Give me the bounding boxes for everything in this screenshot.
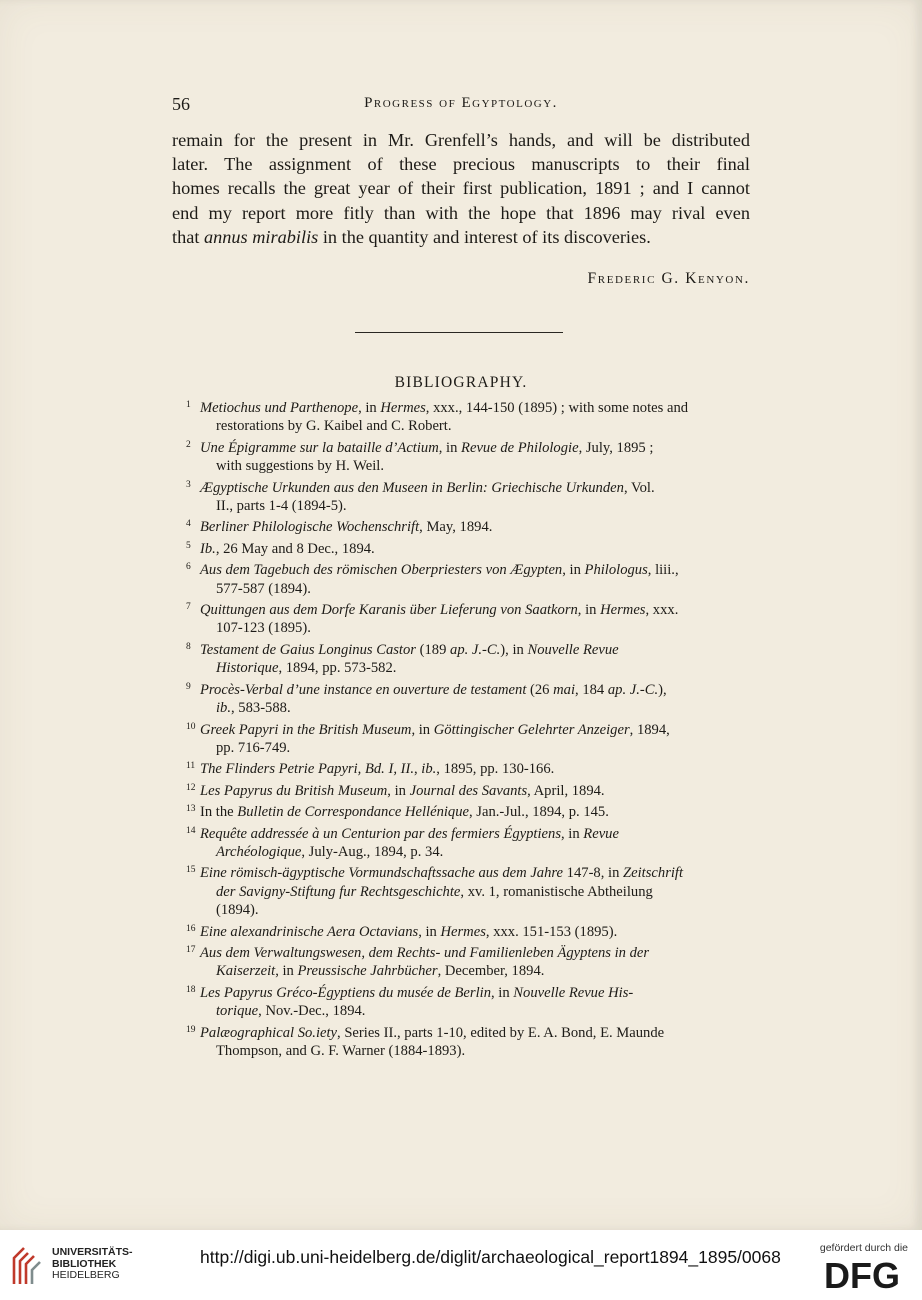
- text-run: 577-587 (1894).: [216, 580, 311, 597]
- entry-first-line: [186, 638, 751, 659]
- footnote-number: 1: [186, 400, 191, 410]
- text-run: , Vol.: [623, 479, 655, 496]
- text-run: , May, 1894.: [419, 519, 493, 536]
- italic-title-run: ap. J.-C.: [450, 641, 501, 658]
- italic-title-run: Archéologique: [216, 843, 302, 860]
- entry-continuation-line: [200, 619, 751, 637]
- entry-first-line: [186, 920, 751, 941]
- bibliography-entry: [186, 678, 751, 718]
- footnote-number: 11: [186, 761, 196, 772]
- italic-title-run: Ib.: [200, 540, 216, 557]
- entry-first-line: [186, 718, 751, 739]
- text-run: , Jan.-Jul., 1894, p. 145.: [469, 804, 609, 821]
- entry-first-line: [186, 515, 751, 536]
- bibliography-entry: [186, 396, 751, 436]
- page-header: [172, 94, 750, 116]
- footnote-number: 19: [186, 1024, 196, 1035]
- entry-first-line: [186, 558, 751, 579]
- body-italic-run: annus mirabilis: [203, 226, 319, 247]
- italic-title-run: Palæographical So.iety: [200, 1024, 338, 1041]
- entry-continuation-line: [200, 739, 751, 757]
- bibliography-entry: [186, 598, 751, 638]
- italic-title-run: Preussische Jahrbücher: [297, 963, 438, 980]
- text-run: II., parts 1-4 (1894-5).: [216, 498, 347, 515]
- italic-title-run: Quittungen aus dem Dorfe Karanis über Lieferung von Saatkorn: [200, 602, 578, 619]
- library-line: UNIVERSITÄTS-: [52, 1246, 133, 1258]
- italic-title-run: Kaiserzeit: [216, 963, 276, 980]
- bibliography-entry: [186, 822, 751, 862]
- dfg-logo-text: DFG: [824, 1256, 900, 1292]
- entry-continuation-line: [200, 1042, 751, 1060]
- text-run: , Series II., parts 1-10, edited by E. A. Bond, E. Maunde: [337, 1024, 665, 1041]
- footnote-number: 6: [186, 562, 191, 573]
- funded-by-label: gefördert durch die: [819, 1242, 908, 1254]
- entry-first-line: [186, 396, 751, 417]
- italic-title-run: Bulletin de Correspondance Hellénique: [237, 804, 469, 821]
- text-run: , December, 1894.: [437, 963, 545, 980]
- italic-title-run: Nouvelle Revue His-: [513, 984, 634, 1001]
- footnote-number: 16: [186, 923, 196, 934]
- entry-continuation-line: [200, 962, 751, 980]
- footnote-number: 3: [186, 479, 191, 490]
- text-run: ,: [414, 761, 422, 778]
- entry-continuation-line: [200, 843, 751, 861]
- italic-title-run: Les Papyrus du British Museum: [200, 782, 388, 799]
- italic-title-run: mai: [553, 681, 576, 698]
- bibliography-entry: [186, 800, 751, 821]
- italic-title-run: Nouvelle Revue: [527, 641, 619, 658]
- footer-bar: [0, 1230, 922, 1300]
- text-run: , 583-588.: [231, 700, 291, 717]
- author-signature: Frederic G. Kenyon.: [587, 270, 750, 287]
- bibliography-entry: [186, 920, 751, 941]
- italic-title-run: Testament de Gaius Longinus Castor: [200, 641, 416, 658]
- text-run: , 1894,: [629, 721, 670, 738]
- italic-title-run: Requête addressée à un Centurion par des fermiers Égyptiens: [200, 825, 561, 842]
- text-run: , in: [275, 963, 298, 980]
- italic-title-run: der Savigny-Stiftung fur Rechtsgeschichte: [216, 883, 461, 900]
- text-run: , in: [577, 602, 601, 619]
- italic-title-run: Procès-Verbal d’une instance en ouverture de testament: [200, 681, 527, 698]
- text-run: (1894).: [216, 902, 259, 919]
- entry-continuation-line: [200, 457, 751, 475]
- italic-title-run: Hermes: [440, 923, 486, 940]
- bibliography-entry: [186, 436, 751, 476]
- text-run: , in: [387, 782, 410, 799]
- bibliography-title: BIBLIOGRAPHY.: [394, 374, 528, 391]
- university-library-name: [52, 1247, 133, 1282]
- text-run: , 1895, pp. 130-166.: [436, 761, 555, 778]
- footnote-number: 8: [186, 641, 191, 652]
- entry-continuation-line: [200, 901, 751, 919]
- italic-title-run: Historique: [216, 660, 279, 677]
- text-run: with suggestions by H. Weil.: [216, 458, 385, 475]
- entry-first-line: [186, 800, 751, 821]
- body-line: homes recalls the great year of their first publication, 1891 ; and I cannot: [172, 178, 750, 199]
- italic-title-run: torique: [216, 1003, 259, 1020]
- footnote-number: 9: [186, 681, 191, 692]
- page-number: 56: [172, 94, 190, 114]
- footnote-number: 7: [186, 602, 191, 613]
- text-run: In the: [200, 804, 238, 821]
- running-title: Progress of Egyptology.: [364, 95, 558, 111]
- italic-title-run: Revue de Philologie: [461, 439, 579, 456]
- text-run: , in: [418, 923, 441, 940]
- text-run: , July, 1895 ;: [578, 439, 654, 456]
- italic-title-run: Metiochus und Parthenope: [200, 400, 359, 416]
- entry-continuation-line: [200, 417, 751, 435]
- entry-continuation-line: [200, 699, 751, 717]
- text-run: pp. 716-749.: [216, 739, 291, 756]
- text-run: ),: [658, 681, 667, 698]
- footnote-number: 2: [186, 439, 191, 450]
- entry-continuation-line: [200, 580, 751, 598]
- footnote-number: 14: [186, 825, 196, 836]
- entry-continuation-line: [200, 883, 751, 901]
- bibliography-entry: [186, 757, 751, 778]
- footnote-number: 12: [186, 782, 196, 793]
- entry-first-line: [186, 476, 751, 497]
- entry-first-line: [186, 678, 751, 699]
- entry-first-line: [186, 941, 751, 962]
- entry-continuation-line: [200, 659, 751, 677]
- italic-title-run: Une Épigramme sur la bataille d’Actium: [200, 439, 439, 456]
- footnote-number: 15: [186, 865, 196, 876]
- text-run: (26: [526, 681, 554, 698]
- italic-title-run: The Flinders Petrie Papyri, Bd. I, II.: [200, 761, 414, 778]
- italic-title-run: ib.: [421, 761, 437, 778]
- body-paragraph: [172, 128, 750, 249]
- italic-title-run: Greek Papyri in the British Museum: [200, 721, 412, 738]
- text-run: , Nov.-Dec., 1894.: [258, 1003, 366, 1020]
- body-text-run: in the quantity and interest of its discoveries.: [318, 226, 651, 247]
- dfg-logo-icon: [816, 1256, 908, 1292]
- entry-first-line: [186, 779, 751, 800]
- text-run: , xv. 1, romanistische Abtheilung: [460, 883, 653, 900]
- bibliography-entry: [186, 476, 751, 516]
- italic-title-run: Philologus: [584, 562, 648, 579]
- bibliography-list: [186, 396, 751, 1060]
- text-run: Thompson, and G. F. Warner (1884-1893).: [216, 1043, 466, 1059]
- bibliography-entry: [186, 558, 751, 598]
- text-run: , April, 1894.: [527, 782, 605, 799]
- italic-title-run: Eine römisch-ägyptische Vormundschaftssache aus dem Jahre: [200, 865, 564, 882]
- text-run: , 1894, pp. 573-582.: [278, 660, 397, 677]
- bibliography-entry: [186, 1021, 751, 1061]
- italic-title-run: Aus dem Verwaltungswesen, dem Rechts- und Familienleben Ägyptens in der: [200, 944, 650, 961]
- text-run: , in: [562, 562, 585, 579]
- text-run: , in: [358, 400, 381, 416]
- text-run: , xxx.: [645, 602, 679, 619]
- bibliography-entry: [186, 515, 751, 536]
- bibliography-entry: [186, 779, 751, 800]
- body-text-run: that: [172, 226, 204, 247]
- italic-title-run: Journal des Savants: [409, 782, 528, 799]
- italic-title-run: Revue: [583, 825, 619, 842]
- university-library-logo-icon: [10, 1244, 46, 1288]
- text-run: , xxx. 151-153 (1895).: [485, 923, 618, 940]
- text-run: ), in: [500, 641, 528, 658]
- library-line: BIBLIOTHEK: [52, 1257, 117, 1270]
- italic-title-run: Eine alexandrinische Aera Octavians: [200, 923, 419, 940]
- body-line: remain for the present in Mr. Grenfell’s hands, and will be distributed: [172, 130, 750, 150]
- italic-title-run: Hermes: [600, 602, 646, 619]
- footnote-number: 18: [186, 984, 196, 995]
- text-run: , in: [561, 825, 584, 842]
- bibliography-entry: [186, 638, 751, 678]
- section-divider: [355, 332, 563, 333]
- footnote-number: 17: [186, 944, 196, 955]
- entry-first-line: [186, 537, 751, 558]
- text-run: , 26 May and 8 Dec., 1894.: [215, 540, 375, 557]
- body-line: [172, 225, 750, 249]
- entry-first-line: [186, 1021, 751, 1042]
- footnote-number: 4: [186, 519, 191, 530]
- footnote-number: 5: [186, 540, 191, 551]
- bibliography-entry: [186, 861, 751, 919]
- body-line: end my report more fitly than with the hope that 1896 may rival even: [172, 202, 750, 223]
- italic-title-run: Berliner Philologische Wochenschrift: [200, 519, 420, 536]
- entry-first-line: [186, 436, 751, 457]
- footnote-number: 13: [186, 804, 196, 815]
- italic-title-run: Göttingischer Gelehrter Anzeiger: [433, 721, 630, 738]
- italic-title-run: Les Papyrus Gréco-Égyptiens du musée de Berlin: [200, 984, 491, 1001]
- italic-title-run: Zeitschrift: [623, 865, 684, 882]
- entry-first-line: [186, 598, 751, 619]
- text-run: , in: [438, 439, 462, 456]
- text-run: 147-8, in: [563, 865, 624, 882]
- entry-first-line: [186, 822, 751, 843]
- entry-first-line: [186, 757, 751, 778]
- entry-continuation-line: [200, 1002, 751, 1020]
- bibliography-entry: [186, 941, 751, 981]
- footnote-number: 10: [186, 721, 196, 732]
- bibliography-entry: [186, 718, 751, 758]
- body-line: later. The assignment of these precious manuscripts to their final: [172, 154, 750, 175]
- italic-title-run: Hermes: [380, 400, 426, 416]
- bibliography-entry: [186, 981, 751, 1021]
- source-url-link[interactable]: http://digi.ub.uni-heidelberg.de/diglit/archaeological_report1894_1895/0068: [200, 1247, 781, 1267]
- entry-continuation-line: [200, 497, 751, 515]
- italic-title-run: Aus dem Tagebuch des römischen Oberpriesters von Ægypten: [200, 562, 563, 579]
- italic-title-run: ap. J.-C.: [607, 681, 659, 698]
- text-run: 107-123 (1895).: [216, 620, 311, 637]
- text-run: , 184: [575, 681, 608, 698]
- text-run: , in: [491, 984, 514, 1001]
- text-run: restorations by G. Kaibel and C. Robert.: [216, 418, 452, 435]
- library-line: HEIDELBERG: [52, 1269, 120, 1281]
- text-run: , in: [411, 721, 434, 738]
- text-run: , liii.,: [647, 562, 679, 579]
- text-run: , xxx., 144-150 (1895) ; with some notes and: [425, 400, 689, 416]
- text-run: (189: [415, 641, 451, 658]
- text-run: , July-Aug., 1894, p. 34.: [301, 843, 444, 860]
- entry-first-line: [186, 981, 751, 1002]
- italic-title-run: ib.: [216, 700, 231, 717]
- italic-title-run: Ægyptische Urkunden aus den Museen in Berlin: Griechische Urkunden: [200, 479, 624, 496]
- bibliography-entry: [186, 537, 751, 558]
- entry-first-line: [186, 861, 751, 882]
